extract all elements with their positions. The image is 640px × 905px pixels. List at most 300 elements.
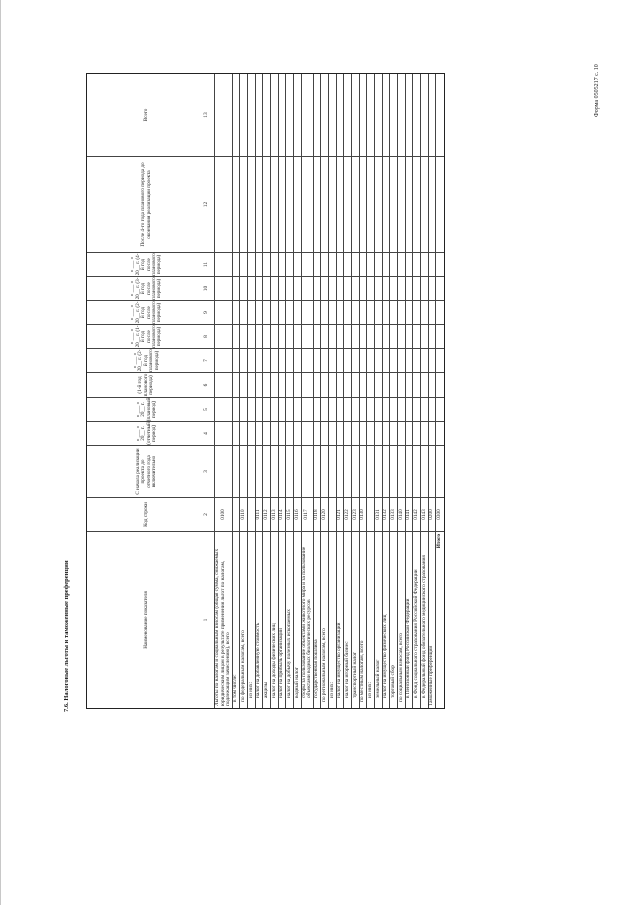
value-cell[interactable] [314,156,322,252]
value-cell[interactable] [215,276,233,300]
value-cell[interactable] [390,372,398,397]
value-cell[interactable] [329,276,337,300]
value-cell[interactable] [429,445,437,497]
value-cell[interactable] [256,252,264,276]
value-cell[interactable] [406,421,414,445]
value-cell[interactable] [421,397,429,421]
value-cell[interactable] [233,300,241,324]
value-cell[interactable] [413,252,421,276]
value-cell[interactable] [383,276,391,300]
value-cell[interactable] [344,445,352,497]
value-cell[interactable] [429,372,437,397]
value-cell[interactable] [398,156,406,252]
value-cell[interactable] [294,156,302,252]
value-cell[interactable] [436,445,444,497]
value-cell[interactable] [436,348,444,372]
value-cell[interactable] [413,74,421,156]
value-cell[interactable] [321,156,329,252]
value-cell[interactable] [240,324,248,348]
value-cell[interactable] [321,324,329,348]
value-cell[interactable] [321,276,329,300]
value-cell[interactable] [302,74,314,156]
value-cell[interactable] [344,74,352,156]
value-cell[interactable] [390,324,398,348]
value-cell[interactable] [337,156,345,252]
value-cell[interactable] [286,324,294,348]
value-cell[interactable] [240,348,248,372]
value-cell[interactable] [294,276,302,300]
value-cell[interactable] [294,324,302,348]
value-cell[interactable] [390,421,398,445]
value-cell[interactable] [329,74,337,156]
value-cell[interactable] [344,348,352,372]
value-cell[interactable] [367,348,375,372]
value-cell[interactable] [436,156,444,252]
value-cell[interactable] [329,324,337,348]
value-cell[interactable] [263,372,271,397]
value-cell[interactable] [337,372,345,397]
value-cell[interactable] [248,276,256,300]
value-cell[interactable] [429,276,437,300]
value-cell[interactable] [314,252,322,276]
value-cell[interactable] [302,300,314,324]
value-cell[interactable] [286,156,294,252]
value-cell[interactable] [436,252,444,276]
value-cell[interactable] [302,324,314,348]
value-cell[interactable] [360,421,368,445]
value-cell[interactable] [321,348,329,372]
value-cell[interactable] [215,324,233,348]
value-cell[interactable] [421,300,429,324]
value-cell[interactable] [375,156,383,252]
value-cell[interactable] [248,348,256,372]
value-cell[interactable] [406,74,414,156]
value-cell[interactable] [271,156,279,252]
value-cell[interactable] [329,445,337,497]
value-cell[interactable] [279,74,287,156]
value-cell[interactable] [248,421,256,445]
value-cell[interactable] [286,276,294,300]
value-cell[interactable] [256,421,264,445]
value-cell[interactable] [271,324,279,348]
value-cell[interactable] [429,348,437,372]
value-cell[interactable] [360,252,368,276]
value-cell[interactable] [279,324,287,348]
value-cell[interactable] [329,300,337,324]
value-cell[interactable] [398,252,406,276]
value-cell[interactable] [383,300,391,324]
value-cell[interactable] [360,324,368,348]
value-cell[interactable] [215,252,233,276]
value-cell[interactable] [436,324,444,348]
value-cell[interactable] [294,372,302,397]
value-cell[interactable] [215,397,233,421]
value-cell[interactable] [263,300,271,324]
value-cell[interactable] [367,397,375,421]
value-cell[interactable] [240,421,248,445]
value-cell[interactable] [360,348,368,372]
value-cell[interactable] [294,348,302,372]
value-cell[interactable] [233,156,241,252]
value-cell[interactable] [367,300,375,324]
value-cell[interactable] [436,421,444,445]
value-cell[interactable] [294,445,302,497]
value-cell[interactable] [367,252,375,276]
value-cell[interactable] [360,156,368,252]
value-cell[interactable] [263,324,271,348]
value-cell[interactable] [398,397,406,421]
value-cell[interactable] [279,276,287,300]
value-cell[interactable] [240,74,248,156]
value-cell[interactable] [286,397,294,421]
value-cell[interactable] [413,300,421,324]
value-cell[interactable] [352,300,360,324]
value-cell[interactable] [329,372,337,397]
value-cell[interactable] [233,397,241,421]
value-cell[interactable] [367,421,375,445]
value-cell[interactable] [429,300,437,324]
value-cell[interactable] [314,421,322,445]
value-cell[interactable] [314,445,322,497]
value-cell[interactable] [271,276,279,300]
value-cell[interactable] [367,74,375,156]
value-cell[interactable] [421,252,429,276]
value-cell[interactable] [263,276,271,300]
value-cell[interactable] [429,324,437,348]
value-cell[interactable] [233,348,241,372]
value-cell[interactable] [279,348,287,372]
value-cell[interactable] [302,445,314,497]
value-cell[interactable] [337,300,345,324]
value-cell[interactable] [263,445,271,497]
value-cell[interactable] [421,421,429,445]
value-cell[interactable] [360,276,368,300]
value-cell[interactable] [413,397,421,421]
value-cell[interactable] [344,276,352,300]
value-cell[interactable] [413,276,421,300]
value-cell[interactable] [302,276,314,300]
value-cell[interactable] [256,445,264,497]
value-cell[interactable] [314,324,322,348]
value-cell[interactable] [271,372,279,397]
value-cell[interactable] [337,324,345,348]
value-cell[interactable] [240,445,248,497]
value-cell[interactable] [215,156,233,252]
value-cell[interactable] [352,397,360,421]
value-cell[interactable] [215,300,233,324]
value-cell[interactable] [375,252,383,276]
value-cell[interactable] [240,372,248,397]
value-cell[interactable] [367,156,375,252]
value-cell[interactable] [314,300,322,324]
value-cell[interactable] [233,445,241,497]
value-cell[interactable] [367,276,375,300]
value-cell[interactable] [352,421,360,445]
value-cell[interactable] [337,74,345,156]
value-cell[interactable] [248,300,256,324]
value-cell[interactable] [390,74,398,156]
value-cell[interactable] [240,156,248,252]
value-cell[interactable] [352,372,360,397]
value-cell[interactable] [263,397,271,421]
value-cell[interactable] [248,74,256,156]
value-cell[interactable] [337,276,345,300]
value-cell[interactable] [436,74,444,156]
value-cell[interactable] [390,397,398,421]
value-cell[interactable] [406,348,414,372]
value-cell[interactable] [302,348,314,372]
value-cell[interactable] [240,276,248,300]
value-cell[interactable] [390,252,398,276]
value-cell[interactable] [256,156,264,252]
value-cell[interactable] [337,252,345,276]
value-cell[interactable] [271,300,279,324]
value-cell[interactable] [337,421,345,445]
value-cell[interactable] [279,252,287,276]
value-cell[interactable] [344,397,352,421]
value-cell[interactable] [256,300,264,324]
value-cell[interactable] [279,421,287,445]
value-cell[interactable] [329,348,337,372]
value-cell[interactable] [344,421,352,445]
value-cell[interactable] [233,324,241,348]
value-cell[interactable] [406,397,414,421]
value-cell[interactable] [413,421,421,445]
value-cell[interactable] [375,445,383,497]
value-cell[interactable] [360,372,368,397]
value-cell[interactable] [413,372,421,397]
value-cell[interactable] [344,300,352,324]
value-cell[interactable] [352,348,360,372]
value-cell[interactable] [390,300,398,324]
value-cell[interactable] [413,156,421,252]
value-cell[interactable] [436,300,444,324]
value-cell[interactable] [436,372,444,397]
value-cell[interactable] [321,300,329,324]
value-cell[interactable] [413,348,421,372]
value-cell[interactable] [367,324,375,348]
value-cell[interactable] [248,252,256,276]
value-cell[interactable] [271,445,279,497]
value-cell[interactable] [215,74,233,156]
value-cell[interactable] [352,324,360,348]
value-cell[interactable] [398,300,406,324]
value-cell[interactable] [413,324,421,348]
value-cell[interactable] [352,156,360,252]
value-cell[interactable] [279,300,287,324]
value-cell[interactable] [263,156,271,252]
value-cell[interactable] [256,348,264,372]
value-cell[interactable] [398,276,406,300]
value-cell[interactable] [233,74,241,156]
value-cell[interactable] [398,421,406,445]
value-cell[interactable] [383,445,391,497]
value-cell[interactable] [390,276,398,300]
value-cell[interactable] [271,397,279,421]
value-cell[interactable] [279,445,287,497]
value-cell[interactable] [383,156,391,252]
value-cell[interactable] [406,276,414,300]
value-cell[interactable] [279,397,287,421]
value-cell[interactable] [321,397,329,421]
value-cell[interactable] [286,348,294,372]
value-cell[interactable] [248,372,256,397]
value-cell[interactable] [398,74,406,156]
value-cell[interactable] [248,324,256,348]
value-cell[interactable] [390,156,398,252]
value-cell[interactable] [233,421,241,445]
value-cell[interactable] [271,252,279,276]
value-cell[interactable] [256,324,264,348]
value-cell[interactable] [321,252,329,276]
value-cell[interactable] [321,372,329,397]
value-cell[interactable] [248,445,256,497]
value-cell[interactable] [286,74,294,156]
value-cell[interactable] [375,421,383,445]
value-cell[interactable] [279,372,287,397]
value-cell[interactable] [421,156,429,252]
value-cell[interactable] [279,156,287,252]
value-cell[interactable] [263,74,271,156]
value-cell[interactable] [337,445,345,497]
value-cell[interactable] [321,421,329,445]
value-cell[interactable] [314,74,322,156]
value-cell[interactable] [314,372,322,397]
value-cell[interactable] [406,372,414,397]
value-cell[interactable] [344,156,352,252]
value-cell[interactable] [375,397,383,421]
value-cell[interactable] [215,348,233,372]
value-cell[interactable] [398,445,406,497]
value-cell[interactable] [248,397,256,421]
value-cell[interactable] [429,74,437,156]
value-cell[interactable] [375,74,383,156]
value-cell[interactable] [360,397,368,421]
value-cell[interactable] [294,252,302,276]
value-cell[interactable] [329,156,337,252]
value-cell[interactable] [321,74,329,156]
value-cell[interactable] [367,372,375,397]
value-cell[interactable] [314,348,322,372]
value-cell[interactable] [256,397,264,421]
value-cell[interactable] [294,74,302,156]
value-cell[interactable] [367,445,375,497]
value-cell[interactable] [421,348,429,372]
value-cell[interactable] [406,300,414,324]
value-cell[interactable] [294,300,302,324]
value-cell[interactable] [256,74,264,156]
value-cell[interactable] [286,445,294,497]
value-cell[interactable] [215,372,233,397]
value-cell[interactable] [352,445,360,497]
value-cell[interactable] [390,445,398,497]
value-cell[interactable] [240,300,248,324]
value-cell[interactable] [413,445,421,497]
value-cell[interactable] [314,397,322,421]
value-cell[interactable] [286,300,294,324]
value-cell[interactable] [286,372,294,397]
value-cell[interactable] [429,252,437,276]
value-cell[interactable] [302,372,314,397]
value-cell[interactable] [294,421,302,445]
value-cell[interactable] [256,372,264,397]
value-cell[interactable] [360,445,368,497]
value-cell[interactable] [398,372,406,397]
value-cell[interactable] [302,156,314,252]
value-cell[interactable] [233,252,241,276]
value-cell[interactable] [271,348,279,372]
value-cell[interactable] [314,276,322,300]
value-cell[interactable] [329,397,337,421]
value-cell[interactable] [406,156,414,252]
value-cell[interactable] [248,156,256,252]
value-cell[interactable] [383,372,391,397]
value-cell[interactable] [352,276,360,300]
value-cell[interactable] [398,348,406,372]
value-cell[interactable] [421,372,429,397]
value-cell[interactable] [240,252,248,276]
value-cell[interactable] [406,445,414,497]
value-cell[interactable] [390,348,398,372]
value-cell[interactable] [421,276,429,300]
value-cell[interactable] [321,445,329,497]
value-cell[interactable] [263,421,271,445]
value-cell[interactable] [383,348,391,372]
value-cell[interactable] [406,252,414,276]
value-cell[interactable] [421,324,429,348]
value-cell[interactable] [383,324,391,348]
value-cell[interactable] [256,276,264,300]
value-cell[interactable] [352,252,360,276]
value-cell[interactable] [302,397,314,421]
value-cell[interactable] [421,74,429,156]
value-cell[interactable] [421,445,429,497]
value-cell[interactable] [271,421,279,445]
value-cell[interactable] [429,397,437,421]
value-cell[interactable] [302,421,314,445]
value-cell[interactable] [436,276,444,300]
value-cell[interactable] [344,324,352,348]
value-cell[interactable] [233,372,241,397]
value-cell[interactable] [383,74,391,156]
value-cell[interactable] [375,300,383,324]
value-cell[interactable] [375,348,383,372]
value-cell[interactable] [271,74,279,156]
value-cell[interactable] [294,397,302,421]
value-cell[interactable] [429,421,437,445]
value-cell[interactable] [352,74,360,156]
value-cell[interactable] [383,421,391,445]
value-cell[interactable] [406,324,414,348]
value-cell[interactable] [286,421,294,445]
value-cell[interactable] [375,324,383,348]
value-cell[interactable] [329,252,337,276]
value-cell[interactable] [436,397,444,421]
value-cell[interactable] [360,74,368,156]
value-cell[interactable] [215,421,233,445]
value-cell[interactable] [215,445,233,497]
value-cell[interactable] [344,252,352,276]
value-cell[interactable] [329,421,337,445]
value-cell[interactable] [398,324,406,348]
value-cell[interactable] [383,397,391,421]
value-cell[interactable] [360,300,368,324]
value-cell[interactable] [383,252,391,276]
value-cell[interactable] [240,397,248,421]
value-cell[interactable] [263,348,271,372]
value-cell[interactable] [263,252,271,276]
value-cell[interactable] [344,372,352,397]
